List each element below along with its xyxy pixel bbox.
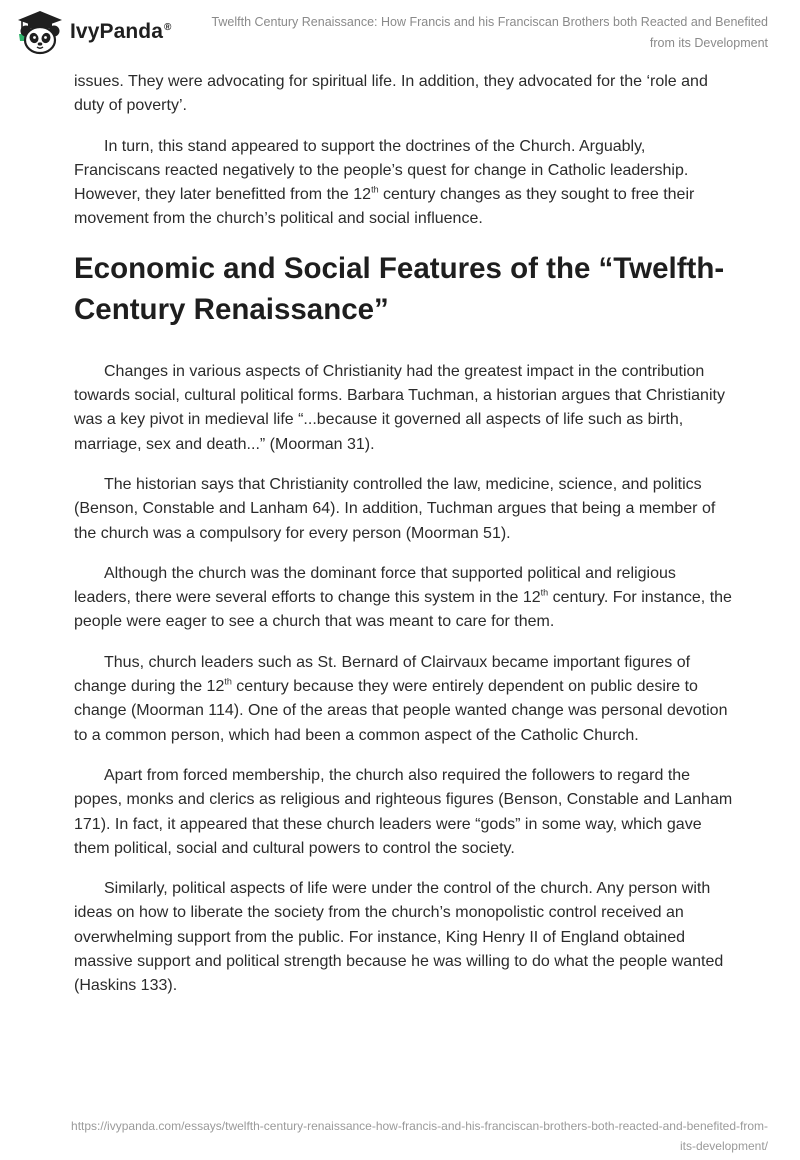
paragraph-2	[74, 135, 734, 232]
paragraph-5-text-b: century. For instance, the people were eager to see a church that was meant to care for them.	[74, 589, 732, 631]
paragraph-6	[74, 651, 734, 748]
source-url[interactable]	[28, 1116, 768, 1156]
section-heading: Economic and Social Features of the “Twelfth-Century Renaissance”	[74, 251, 725, 326]
paragraph-3: Changes in various aspects of Christianity had the greatest impact in the contribution towards social, cultural political forms. Barbara Tuchman, a historian argues that Christianity was a key pivot in medieval life “...because it governed all aspects of life such as birth, marriage, sex and death...” (Moorman 31).	[74, 362, 725, 453]
ordinal-suffix: th	[540, 587, 549, 598]
paragraph-8: Similarly, political aspects of life were under the control of the church. Any person with ideas on how to liberate the society from the church’s monopolistic control received an overwhelming support from the public. For instance, King Henry II of England obtained massive support and political strength because he was willing to do what the people wanted (Haskins 133).	[74, 880, 724, 995]
document-title	[208, 12, 768, 54]
paragraph-5-text-a: Although the church was the dominant force that supported political and religious leaders, there were several efforts to change this system in the 12	[74, 564, 676, 607]
paragraph-5	[74, 562, 734, 635]
ordinal-suffix: th	[224, 676, 232, 687]
paragraph-6-text-a: Thus, church leaders such as St. Bernard of Clairvaux became important figures of change during the 12	[74, 653, 691, 696]
panda-graduate-icon	[14, 9, 66, 55]
document-title-line-2: from its Development	[649, 36, 768, 50]
logo-text	[70, 20, 171, 44]
registered-mark: ®	[164, 22, 172, 33]
source-url-line-1: https://ivypanda.com/essays/twelfth-century-renaissance-how-francis-and-his-franciscan-brothers-both-reacted-and-benefited-from-	[71, 1119, 768, 1133]
document-title-line-1: Twelfth Century Renaissance: How Francis and his Franciscan Brothers both Reacted and Benefited	[211, 15, 768, 29]
essay-body	[74, 70, 734, 1015]
paragraph-2-text-a: In turn, this stand appeared to support the doctrines of the Church. Arguably, Franciscans reacted negatively to the people’s quest for change in Catholic leadership. However, they later benefitted from the 12	[74, 137, 689, 204]
ordinal-suffix: th	[371, 184, 379, 195]
paragraph-1: issues. They were advocating for spiritual life. In addition, they advocated for the ‘role and duty of poverty’.	[74, 73, 708, 115]
paragraph-7: Apart from forced membership, the church also required the followers to regard the popes, monks and clerics as religious and righteous figures (Benson, Constable and Lanham 171). In fact, it appeared that these church leaders were “gods” in some way, which gave them political, social and cultural powers to control the society.	[74, 766, 733, 857]
ivypanda-logo[interactable]	[14, 9, 171, 55]
source-url-line-2: its-development/	[679, 1139, 768, 1153]
paragraph-4: The historian says that Christianity controlled the law, medicine, science, and politics (Benson, Constable and Lanham 64). In addition, Tuchman argues that being a member of the church was a compulsory for every person (Moorman 51).	[74, 475, 716, 542]
page-header	[0, 0, 800, 62]
paragraph-2-text-b: century changes as they sought to free their movement from the church’s political and social influence.	[74, 186, 695, 228]
logo-wordmark: IvyPanda	[70, 20, 164, 43]
paragraph-6-text-b: century because they were entirely dependent on public desire to change (Moorman 114). One of the areas that people wanted change was personal devotion to a common person, which had been a common aspect of the Catholic Church.	[74, 678, 728, 744]
